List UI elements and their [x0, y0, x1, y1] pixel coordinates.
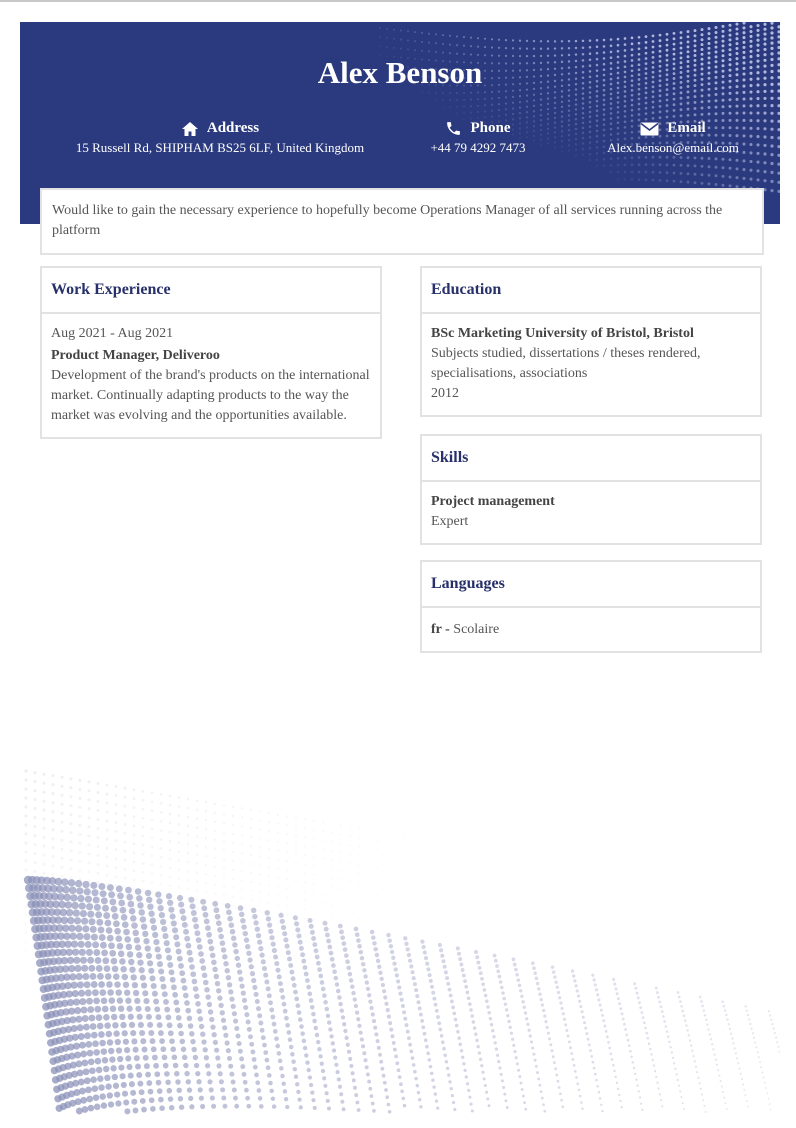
work-experience-section — [40, 266, 382, 439]
language-code: fr - — [431, 622, 450, 637]
mail-icon — [640, 122, 659, 136]
contact-email — [588, 120, 758, 156]
page-top-rule — [0, 0, 796, 2]
job-description: Development of the brand's products on the international market. Continually adapting products to the way the market was evolving and the opportunities available. — [51, 368, 370, 423]
skills-section — [420, 434, 762, 545]
skill-name: Project management — [431, 494, 555, 509]
contact-address — [50, 120, 390, 156]
contact-phone — [398, 120, 558, 156]
languages-section — [420, 560, 762, 653]
section-title: Work Experience — [42, 268, 380, 314]
education-year: 2012 — [431, 386, 459, 401]
candidate-name: Alex Benson — [317, 55, 483, 90]
education-section — [420, 266, 762, 417]
home-icon — [181, 121, 199, 137]
professional-summary: Would like to gain the necessary experience to hopefully become Operations Manager of all services running across the platform — [40, 188, 764, 255]
job-role: Product Manager, Deliveroo — [51, 348, 220, 363]
education-degree: BSc Marketing University of Bristol, Bristol — [431, 326, 694, 341]
address-value: 15 Russell Rd, SHIPHAM BS25 6LF, United Kingdom — [75, 140, 365, 155]
footer-dot-pattern — [20, 760, 780, 1115]
skill-level: Expert — [431, 514, 469, 529]
language-level: Scolaire — [453, 622, 500, 637]
address-label: Address — [206, 120, 260, 136]
phone-icon — [445, 120, 462, 137]
phone-value[interactable]: +44 79 4292 7473 — [430, 140, 526, 155]
phone-label: Phone — [470, 120, 511, 136]
section-title: Languages — [422, 562, 760, 608]
section-title: Skills — [422, 436, 760, 482]
email-label: Email — [667, 120, 706, 136]
email-value[interactable]: Alex.benson@email.com — [607, 140, 739, 155]
education-details: Subjects studied, dissertations / theses rendered, specialisations, associations — [431, 346, 701, 381]
section-title: Education — [422, 268, 760, 314]
job-dates: Aug 2021 - Aug 2021 — [51, 326, 174, 341]
